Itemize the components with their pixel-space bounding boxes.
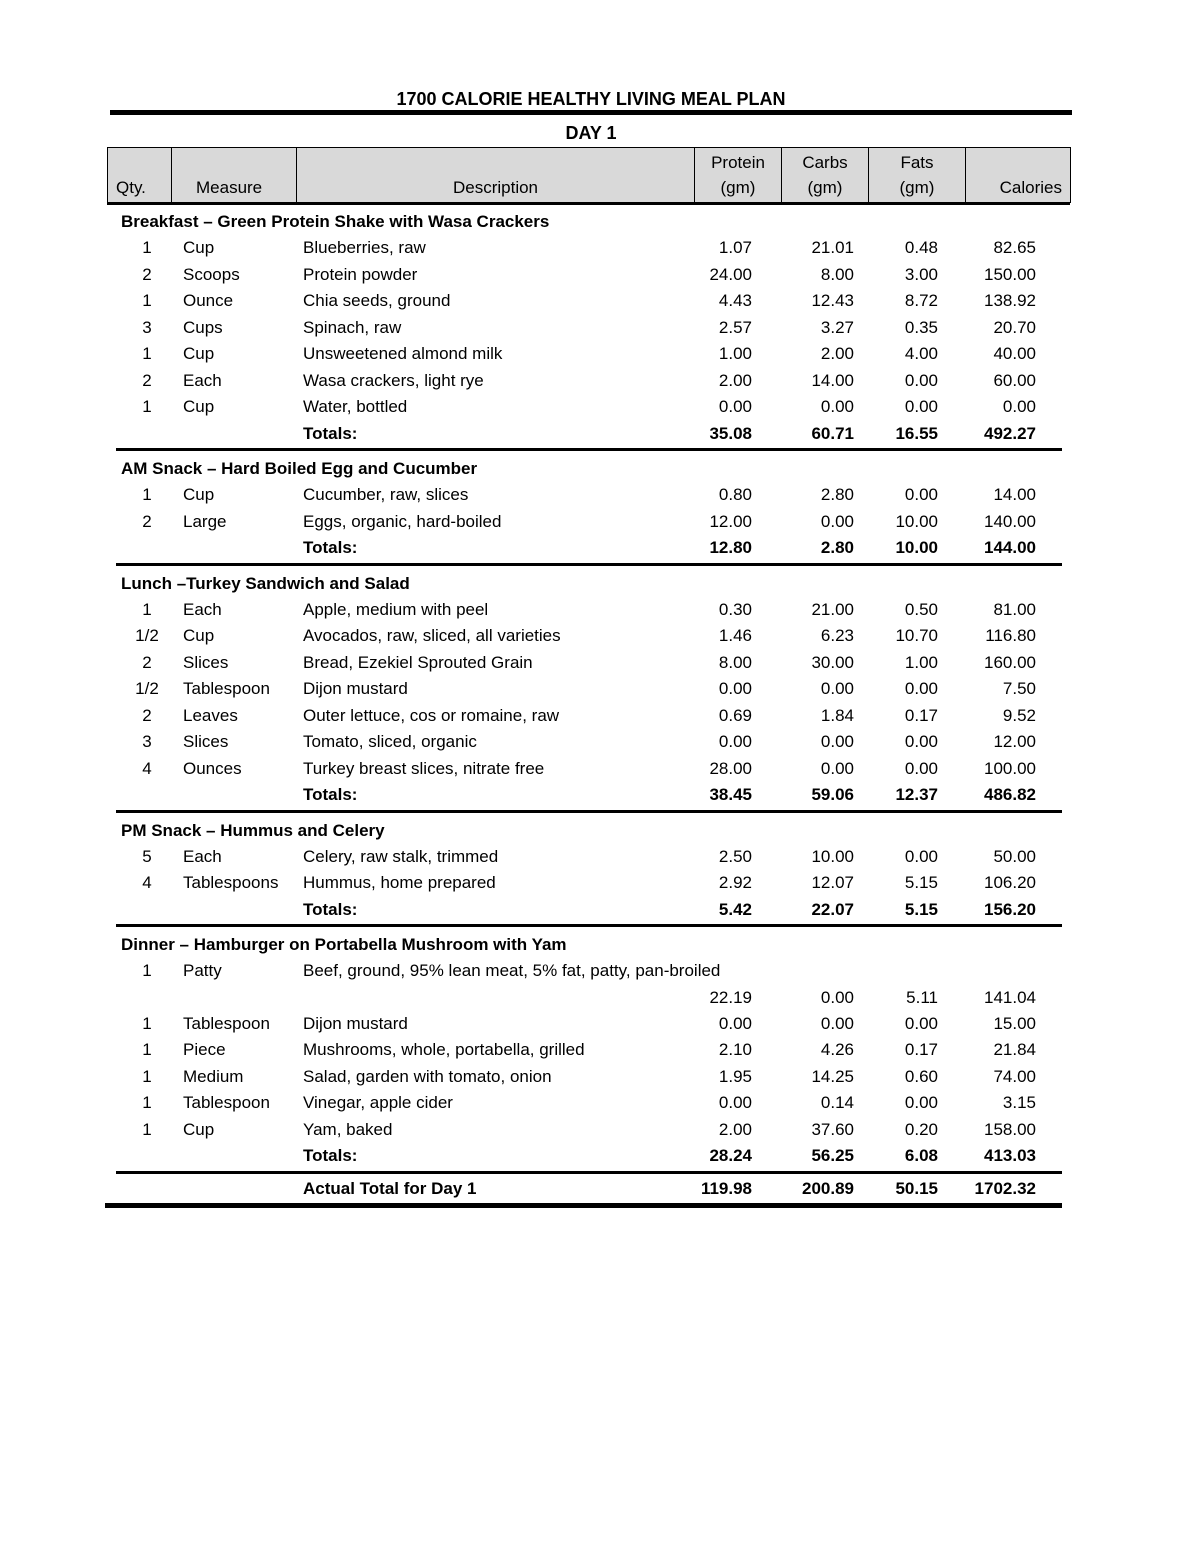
- description-cell: Beef, ground, 95% lean meat, 5% fat, patty, pan-broiled: [303, 961, 721, 980]
- description-cell: Wasa crackers, light rye: [303, 370, 484, 390]
- totals-row: [0, 1143, 1200, 1170]
- section-title-text: Dinner – Hamburger on Portabella Mushroom with Yam: [121, 935, 567, 954]
- header-fats: Fats (gm): [869, 148, 966, 203]
- measure-cell: Each: [183, 846, 222, 866]
- qty-cell: 2: [142, 652, 152, 672]
- calories-cell: 12.00: [993, 732, 1036, 751]
- fats-cell: 0.00: [904, 397, 938, 416]
- qty-cell: 3: [142, 317, 152, 337]
- carbs-cell: 0.00: [820, 397, 854, 416]
- calories-total: 144.00: [984, 538, 1036, 557]
- section-title: [0, 455, 1200, 482]
- description-cell: Yam, baked: [303, 1119, 393, 1139]
- fats-cell: 1.00: [904, 652, 938, 672]
- qty-cell: 2: [142, 705, 152, 725]
- description-cell: Water, bottled: [303, 397, 408, 416]
- page-title: 1700 CALORIE HEALTHY LIVING MEAL PLAN: [396, 89, 786, 109]
- qty-cell: 3: [142, 732, 152, 751]
- section-rule: [116, 563, 1062, 566]
- section-title-text: AM Snack – Hard Boiled Egg and Cucumber: [121, 459, 478, 478]
- qty-cell: 1: [142, 1040, 152, 1059]
- calories-total: 413.03: [984, 1146, 1036, 1165]
- header-protein: Protein (gm): [695, 148, 782, 203]
- protein-cell: 1.00: [718, 344, 752, 363]
- calories-cell: 20.70: [993, 317, 1036, 337]
- section-rule: [116, 810, 1062, 813]
- protein-cell: 0.80: [718, 485, 752, 504]
- measure-cell: Slices: [183, 732, 229, 751]
- carbs-cell: 0.00: [820, 679, 854, 698]
- meal-table-body: [0, 208, 1200, 1208]
- section-title: [0, 817, 1200, 844]
- calories-cell: 138.92: [984, 291, 1036, 310]
- fats-cell: 3.00: [904, 264, 938, 284]
- header-qty: Qty.: [108, 148, 172, 203]
- calories-cell: 140.00: [984, 511, 1036, 531]
- fats-cell: 8.72: [904, 291, 938, 310]
- calories-total: 486.82: [984, 785, 1036, 804]
- food-row: [0, 394, 1200, 421]
- description-cell: Protein powder: [303, 264, 418, 284]
- section-title: [0, 570, 1200, 597]
- food-row: [0, 288, 1200, 315]
- grand-total-row: [0, 1176, 1200, 1203]
- fats-cell: 0.00: [904, 679, 938, 698]
- food-row: [0, 262, 1200, 289]
- section-title: [0, 208, 1200, 235]
- qty-cell: 1/2: [135, 626, 159, 645]
- section-title: [0, 931, 1200, 958]
- protein-cell: 22.19: [709, 987, 752, 1007]
- fats-cell: 0.00: [904, 1013, 938, 1033]
- calories-total: 492.27: [984, 423, 1036, 443]
- measure-cell: Medium: [183, 1066, 244, 1086]
- protein-cell: 0.00: [718, 679, 752, 698]
- food-row: [0, 844, 1200, 871]
- food-row: [0, 623, 1200, 650]
- section-rule: [116, 1171, 1062, 1174]
- fats-cell: 0.48: [904, 238, 938, 257]
- qty-cell: 1/2: [135, 679, 159, 698]
- fats-cell: 0.00: [904, 758, 938, 778]
- measure-cell: Large: [183, 511, 227, 531]
- measure-cell: Tablespoon: [183, 1093, 270, 1112]
- totals-label: Totals:: [303, 1146, 358, 1165]
- qty-cell: 4: [142, 873, 152, 892]
- carbs-cell: 0.00: [820, 758, 854, 778]
- food-row-continued: [0, 985, 1200, 1011]
- calories-cell: 150.00: [984, 264, 1036, 284]
- calories-cell: 160.00: [984, 652, 1036, 672]
- header-rule: [107, 202, 1070, 205]
- fats-total: 5.15: [904, 899, 938, 919]
- description-cell: Spinach, raw: [303, 317, 402, 337]
- fats-cell: 0.00: [904, 846, 938, 866]
- measure-cell: Tablespoons: [183, 873, 279, 892]
- fats-cell: 0.17: [904, 1040, 938, 1059]
- qty-cell: 1: [142, 1093, 152, 1112]
- food-row: [0, 1064, 1200, 1091]
- measure-cell: Cup: [183, 238, 215, 257]
- section-title-text: Breakfast – Green Protein Shake with Wasa Crackers: [121, 212, 550, 231]
- food-row: [0, 368, 1200, 395]
- food-row: [0, 1011, 1200, 1038]
- fats-total: 12.37: [895, 785, 938, 804]
- measure-cell: Tablespoon: [183, 679, 270, 698]
- calories-cell: 9.52: [1002, 705, 1036, 725]
- fats-cell: 0.35: [904, 317, 938, 337]
- qty-cell: 1: [142, 485, 152, 504]
- description-cell: Unsweetened almond milk: [303, 344, 503, 363]
- totals-label: Totals:: [303, 423, 358, 443]
- carbs-cell: 2.00: [820, 344, 854, 363]
- grand-total-protein: 119.98: [700, 1178, 752, 1198]
- carbs-total: 22.07: [811, 899, 854, 919]
- description-cell: Tomato, sliced, organic: [303, 732, 477, 751]
- calories-cell: 21.84: [993, 1040, 1036, 1059]
- protein-total: 38.45: [709, 785, 752, 804]
- carbs-cell: 21.01: [811, 238, 854, 257]
- food-row: [0, 341, 1200, 368]
- protein-cell: 2.50: [718, 846, 752, 866]
- totals-row: [0, 897, 1200, 924]
- qty-cell: 1: [142, 1013, 152, 1033]
- calories-cell: 15.00: [993, 1013, 1036, 1033]
- totals-row: [0, 535, 1200, 562]
- protein-cell: 2.92: [718, 873, 752, 892]
- description-cell: Bread, Ezekiel Sprouted Grain: [303, 652, 533, 672]
- food-row: [0, 482, 1200, 509]
- qty-cell: 1: [142, 344, 152, 363]
- protein-cell: 2.00: [718, 1119, 752, 1139]
- measure-cell: Cups: [183, 317, 223, 337]
- description-cell: Turkey breast slices, nitrate free: [303, 758, 545, 778]
- qty-cell: 1: [142, 397, 152, 416]
- carbs-cell: 4.26: [820, 1040, 854, 1059]
- protein-cell: 0.69: [718, 705, 752, 725]
- carbs-cell: 3.27: [820, 317, 854, 337]
- calories-cell: 74.00: [993, 1066, 1036, 1086]
- qty-cell: 4: [142, 758, 152, 778]
- protein-cell: 1.95: [718, 1066, 752, 1086]
- carbs-cell: 12.43: [811, 291, 854, 310]
- protein-cell: 8.00: [718, 652, 752, 672]
- protein-total: 35.08: [709, 423, 752, 443]
- protein-cell: 0.00: [718, 1093, 752, 1112]
- protein-cell: 28.00: [709, 758, 752, 778]
- carbs-cell: 30.00: [811, 652, 854, 672]
- fats-total: 16.55: [895, 423, 938, 443]
- calories-cell: 0.00: [1002, 397, 1036, 416]
- calories-cell: 100.00: [984, 758, 1036, 778]
- description-cell: Outer lettuce, cos or romaine, raw: [303, 705, 560, 725]
- measure-cell: Cup: [183, 344, 215, 363]
- protein-cell: 0.30: [718, 599, 752, 619]
- protein-cell: 0.00: [718, 1013, 752, 1033]
- measure-cell: Tablespoon: [183, 1013, 270, 1033]
- qty-cell: 1: [142, 238, 152, 257]
- totals-label: Totals:: [303, 785, 358, 804]
- measure-cell: Scoops: [183, 264, 240, 284]
- calories-cell: 106.20: [984, 873, 1036, 892]
- column-header: [107, 147, 1071, 203]
- carbs-cell: 12.07: [811, 873, 854, 892]
- protein-cell: 1.46: [718, 626, 752, 645]
- description-cell: Salad, garden with tomato, onion: [303, 1066, 552, 1086]
- fats-cell: 10.00: [895, 511, 938, 531]
- measure-cell: Cup: [183, 626, 215, 645]
- measure-cell: Ounce: [183, 291, 234, 310]
- protein-cell: 0.00: [718, 732, 752, 751]
- carbs-cell: 0.00: [820, 732, 854, 751]
- carbs-cell: 14.25: [811, 1066, 854, 1086]
- description-cell: Hummus, home prepared: [303, 873, 496, 892]
- qty-cell: 1: [142, 1119, 152, 1139]
- grand-total-carbs: 200.89: [802, 1178, 854, 1198]
- fats-cell: 0.00: [904, 1093, 938, 1112]
- protein-cell: 0.00: [718, 397, 752, 416]
- protein-cell: 2.00: [718, 370, 752, 390]
- calories-cell: 81.00: [993, 599, 1036, 619]
- carbs-total: 59.06: [811, 785, 854, 804]
- calories-cell: 3.15: [1002, 1093, 1036, 1112]
- grand-total-rule: [105, 1203, 1062, 1208]
- description-cell: Mushrooms, whole, portabella, grilled: [303, 1040, 585, 1059]
- fats-total: 10.00: [895, 538, 938, 557]
- protein-cell: 24.00: [709, 264, 752, 284]
- fats-cell: 0.20: [904, 1119, 938, 1139]
- section-rule: [116, 448, 1062, 451]
- grand-total-fats: 50.15: [895, 1178, 938, 1198]
- fats-total: 6.08: [904, 1146, 938, 1165]
- calories-cell: 116.80: [985, 626, 1036, 645]
- header-calories: Calories: [966, 148, 1071, 203]
- protein-cell: 1.07: [718, 238, 752, 257]
- protein-cell: 2.57: [718, 317, 752, 337]
- calories-cell: 82.65: [993, 238, 1036, 257]
- carbs-total: 56.25: [811, 1146, 854, 1165]
- header-carbs: Carbs (gm): [782, 148, 869, 203]
- calories-cell: 40.00: [993, 344, 1036, 363]
- fats-cell: 0.00: [904, 370, 938, 390]
- food-row: [0, 703, 1200, 730]
- calories-total: 156.20: [984, 899, 1036, 919]
- measure-cell: Cup: [183, 1119, 215, 1139]
- fats-cell: 0.17: [904, 705, 938, 725]
- title-rule: [110, 110, 1072, 115]
- carbs-cell: 0.00: [820, 987, 854, 1007]
- qty-cell: 1: [142, 1066, 152, 1086]
- measure-cell: Piece: [183, 1040, 226, 1059]
- food-row: [0, 1037, 1200, 1064]
- fats-cell: 0.60: [904, 1066, 938, 1086]
- fats-cell: 0.00: [904, 732, 938, 751]
- food-row: [0, 870, 1200, 897]
- fats-cell: 10.70: [895, 626, 938, 645]
- carbs-cell: 10.00: [811, 846, 854, 866]
- day-title: DAY 1: [565, 123, 617, 143]
- food-row: [0, 1117, 1200, 1144]
- section-title-text: PM Snack – Hummus and Celery: [121, 820, 385, 840]
- qty-cell: 1: [142, 291, 152, 310]
- carbs-cell: 0.14: [820, 1093, 854, 1112]
- measure-cell: Each: [183, 370, 222, 390]
- carbs-cell: 8.00: [820, 264, 854, 284]
- carbs-cell: 14.00: [811, 370, 854, 390]
- description-cell: Apple, medium with peel: [303, 599, 489, 619]
- carbs-cell: 21.00: [811, 599, 854, 619]
- food-row: [0, 235, 1200, 262]
- measure-cell: Cup: [183, 397, 215, 416]
- food-row: [0, 315, 1200, 342]
- carbs-cell: 0.00: [820, 1013, 854, 1033]
- qty-cell: 1: [142, 961, 152, 980]
- protein-total: 12.80: [709, 538, 752, 557]
- fats-cell: 0.50: [904, 599, 938, 619]
- header-description: Description: [297, 148, 695, 203]
- description-cell: Dijon mustard: [303, 1013, 408, 1033]
- description-cell: Vinegar, apple cider: [303, 1093, 453, 1112]
- fats-cell: 5.11: [906, 987, 938, 1007]
- qty-cell: 2: [142, 264, 152, 284]
- measure-cell: Leaves: [183, 705, 238, 725]
- description-cell: Eggs, organic, hard-boiled: [303, 511, 502, 531]
- food-row: [0, 756, 1200, 783]
- header-measure: Measure: [172, 148, 297, 203]
- fats-cell: 5.15: [904, 873, 938, 892]
- fats-cell: 4.00: [904, 344, 938, 363]
- totals-row: [0, 421, 1200, 448]
- calories-cell: 7.50: [1002, 679, 1036, 698]
- food-row: [0, 509, 1200, 536]
- measure-cell: Ounces: [183, 758, 242, 778]
- measure-cell: Cup: [183, 485, 215, 504]
- fats-cell: 0.00: [904, 485, 938, 504]
- carbs-cell: 0.00: [820, 511, 854, 531]
- totals-row: [0, 782, 1200, 809]
- grand-total-calories: 1702.32: [974, 1178, 1036, 1198]
- protein-cell: 4.43: [718, 291, 752, 310]
- protein-total: 28.24: [709, 1146, 752, 1165]
- food-row: [0, 597, 1200, 624]
- totals-label: Totals:: [303, 899, 358, 919]
- measure-cell: Patty: [183, 961, 222, 980]
- section-title-text: Lunch –Turkey Sandwich and Salad: [121, 573, 410, 593]
- food-row: [0, 958, 1200, 985]
- totals-label: Totals:: [303, 538, 358, 557]
- food-row: [0, 676, 1200, 703]
- description-cell: Blueberries, raw: [303, 238, 426, 257]
- calories-cell: 158.00: [984, 1119, 1036, 1139]
- qty-cell: 2: [142, 370, 152, 390]
- carbs-cell: 1.84: [820, 705, 854, 725]
- carbs-total: 2.80: [820, 538, 854, 557]
- carbs-cell: 37.60: [811, 1119, 854, 1139]
- calories-cell: 141.04: [984, 987, 1036, 1007]
- measure-cell: Each: [183, 599, 222, 619]
- food-row: [0, 650, 1200, 677]
- calories-cell: 50.00: [993, 846, 1036, 866]
- qty-cell: 1: [142, 599, 152, 619]
- description-cell: Chia seeds, ground: [303, 291, 451, 310]
- carbs-cell: 2.80: [820, 485, 854, 504]
- protein-total: 5.42: [718, 899, 752, 919]
- carbs-cell: 6.23: [820, 626, 854, 645]
- food-row: [0, 729, 1200, 756]
- section-rule: [116, 924, 1062, 927]
- carbs-total: 60.71: [811, 423, 854, 443]
- measure-cell: Slices: [183, 652, 229, 672]
- protein-cell: 12.00: [709, 511, 752, 531]
- calories-cell: 14.00: [993, 485, 1036, 504]
- grand-total-label: Actual Total for Day 1: [303, 1178, 477, 1198]
- description-cell: Dijon mustard: [303, 679, 408, 698]
- qty-cell: 5: [142, 846, 152, 866]
- protein-cell: 2.10: [718, 1040, 752, 1059]
- food-row: [0, 1090, 1200, 1117]
- description-cell: Avocados, raw, sliced, all varieties: [303, 626, 561, 645]
- qty-cell: 2: [142, 511, 152, 531]
- calories-cell: 60.00: [993, 370, 1036, 390]
- description-cell: Celery, raw stalk, trimmed: [303, 846, 499, 866]
- description-cell: Cucumber, raw, slices: [303, 485, 469, 504]
